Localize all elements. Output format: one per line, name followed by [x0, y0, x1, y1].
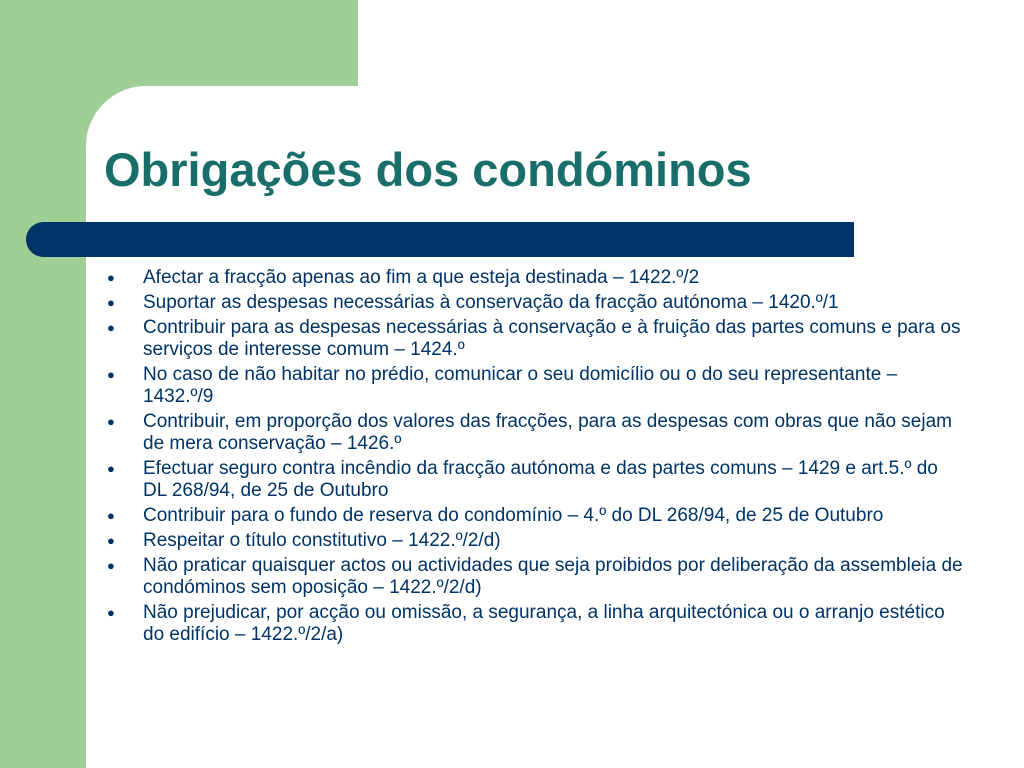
bullet-dot-icon: ●	[107, 533, 115, 548]
bullet-text: Respeitar o título constitutivo – 1422.º/2/d)	[143, 530, 501, 551]
bullet-item	[104, 602, 964, 646]
bullet-item	[104, 411, 964, 455]
bullet-list	[104, 267, 964, 649]
bullet-text: No caso de não habitar no prédio, comunicar o seu domicílio ou o do seu representante – 1432.º/9	[143, 364, 898, 407]
title-underline-bar	[26, 222, 854, 257]
bullet-text: Contribuir para o fundo de reserva do condomínio – 4.º do DL 268/94, de 25 de Outubro	[143, 505, 884, 526]
bullet-item	[104, 364, 964, 408]
bullet-dot-icon: ●	[107, 461, 115, 476]
bullet-dot-icon: ●	[107, 605, 115, 620]
bullet-item	[104, 292, 964, 314]
bullet-text: Contribuir para as despesas necessárias à conservação e à fruição das partes comuns e para os serviços de interesse comum – 1424.º	[143, 317, 961, 360]
bullet-text: Contribuir, em proporção dos valores das fracções, para as despesas com obras que não sejam de mera conservação – 1426.º	[143, 411, 952, 454]
bullet-item	[104, 267, 964, 289]
bullet-dot-icon: ●	[107, 508, 115, 523]
bullet-item	[104, 317, 964, 361]
bullet-item	[104, 458, 964, 502]
bullet-dot-icon: ●	[107, 367, 115, 382]
bullet-item	[104, 555, 964, 599]
bullet-item	[104, 530, 964, 552]
bullet-dot-icon: ●	[107, 320, 115, 335]
bullet-item	[104, 505, 964, 527]
bullet-dot-icon: ●	[107, 414, 115, 429]
bullet-text: Efectuar seguro contra incêndio da fracção autónoma e das partes comuns – 1429 e art.5.º do DL 268/94, de 25 de Outubro	[143, 458, 938, 501]
slide-title: Obrigações dos condóminos	[104, 143, 752, 196]
bullet-text: Não praticar quaisquer actos ou actividades que seja proibidos por deliberação da assembleia de condóminos sem oposição – 1422.º/2/d)	[143, 555, 963, 598]
bullet-dot-icon: ●	[107, 270, 115, 285]
bullet-text: Suportar as despesas necessárias à conservação da fracção autónoma – 1420.º/1	[143, 292, 839, 313]
bullet-text: Não prejudicar, por acção ou omissão, a segurança, a linha arquitectónica ou o arranjo estético do edifício – 1422.º/2/a)	[143, 602, 945, 645]
bullet-dot-icon: ●	[107, 558, 115, 573]
bullet-dot-icon: ●	[107, 295, 115, 310]
bullet-text: Afectar a fracção apenas ao fim a que esteja destinada – 1422.º/2	[143, 267, 700, 288]
